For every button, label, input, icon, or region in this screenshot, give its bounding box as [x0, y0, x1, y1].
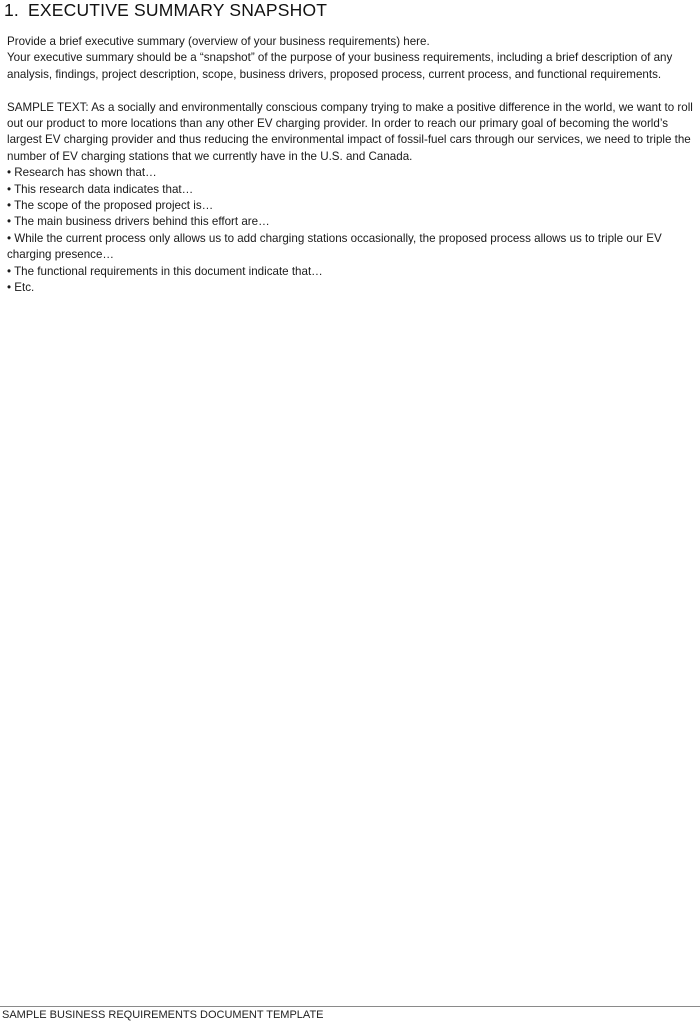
bullet-item: • The functional requirements in this document indicate that… — [7, 264, 323, 278]
section-heading — [4, 0, 327, 21]
section-body — [7, 34, 697, 296]
section-number: 1. — [4, 0, 19, 20]
footer-divider — [0, 1006, 700, 1007]
footer-label: SAMPLE BUSINESS REQUIREMENTS DOCUMENT TEMPLATE — [2, 1009, 324, 1021]
bullet-item: • While the current process only allows us to add charging stations occasionally, the proposed process allows us to triple our EV charging presence… — [7, 231, 662, 262]
intro-line-2: Your executive summary should be a “snapshot” of the purpose of your business requirements, including a brief description of any analysis, findings, project description, scope, business drivers, proposed process, current process, and functional requirements. — [7, 51, 673, 81]
intro-line-1: Provide a brief executive summary (overview of your business requirements) here. — [7, 35, 430, 48]
bullet-item: • The main business drivers behind this effort are… — [7, 215, 270, 229]
paragraph-gap — [7, 83, 697, 99]
bullet-item: • This research data indicates that… — [7, 182, 194, 196]
bullet-item: • Etc. — [7, 281, 35, 295]
sample-paragraph: SAMPLE TEXT: As a socially and environmentally conscious company trying to make a positive difference in the world, we want to roll out our product to more locations than any other EV charging provider. In order to reach our primary goal of becoming the world’s largest EV charging provider and thus reducing the environmental impact of fossil-fuel cars through our services, we need to triple the number of EV charging stations that we currently have in the U.S. and Canada. — [7, 100, 693, 163]
bullet-item: • Research has shown that… — [7, 166, 157, 180]
section-title: EXECUTIVE SUMMARY SNAPSHOT — [28, 0, 328, 20]
bullet-item: • The scope of the proposed project is… — [7, 199, 214, 213]
